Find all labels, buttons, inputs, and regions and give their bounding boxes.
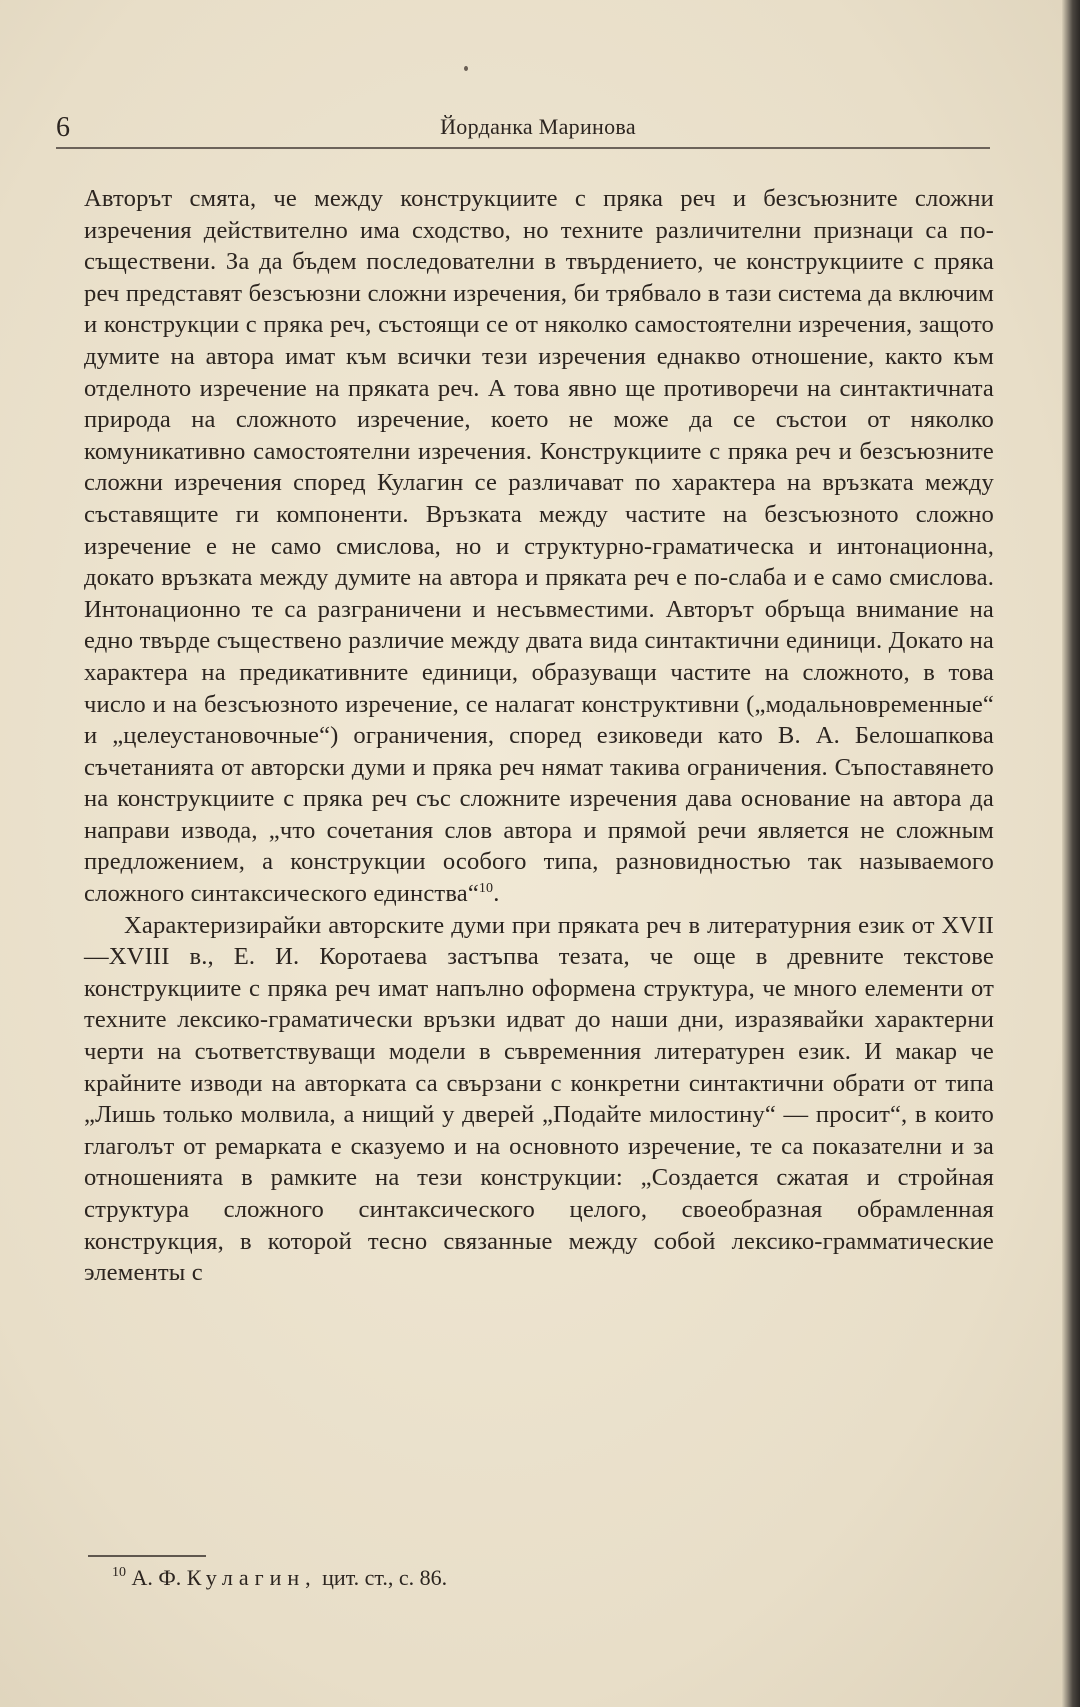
paragraph-2: Характеризирайки авторските думи при пряката реч в литературния език от XVII—XVIII в., Е. И. Коротаева застъпва тезата, че още в древните текстове конструкциите с пряка реч имат напълно оформена структура, че много елементи от техните лексико-граматически връзки идват до наши дни, изразявайки характерни черти на съответствуващи модели в съвременния литературен език. И макар че крайните изводи на авторката са свързани с конкретни синтактични обрати от типа „Лишь только молвила, а нищий у дверей „Подайте милостину“ — просит“, в които глаголът от ремарката е сказуемо и на основното изречение, те са показателни и за отношенията в рамките на тези конструкции: „Создается сжатая и стройная структура сложного синтаксического целого, своеобразная обрамленная конструкция, в которой тесно связанные между собой лексико-грамматические элементы с [84,911,994,1287]
footnote-rule [88,1555,206,1557]
paragraph-1-end: . [493,880,500,908]
footnote-reference: 10 [478,881,494,897]
footnote-number: 10 [112,1565,126,1580]
footnote-author-surname: Кулагин, [186,1565,317,1590]
header-rule [56,147,990,149]
page-edge-shadow [1062,0,1080,1707]
footnote-citation: цит. ст., с. 86. [322,1565,448,1590]
page-header [56,110,990,144]
running-title: Йорданка Маринова [440,114,636,139]
paragraph-1 [84,183,994,910]
footnote [112,1565,447,1591]
paragraph-1-text: Авторът смята, че между конструкциите с пряка реч и безсъюзните сложни изречения действително има сходство, но техните различителни признаци са по-съществени. За да бъдем последователни в твърдението, че конструкциите с пряка реч представят безсъюзни сложни изречения, би трябвало в тази система да включим и конструкции с пряка реч, състоящи се от няколко самостоятелни изречения, защото думите на автора имат към всички тези изречения еднакво отношение, както към отделното изречение на пряката реч. А това явно ще противоречи на синтактичната природа на сложното изречение, което не може да се състои от няколко комуникативно самостоятелни изречения. Конструкциите с пряка реч и безсъюзните сложни изречения според Кулагин се различават по характера на връзката между съставящите ги компоненти. Връзката между частите на безсъюзното сложно изречение е не само смислова, но и структурно-граматическа и интонационна, докато връзката между думите на автора и пряката реч е по-слаба и е само смислова. Интонационно те са разграничени и несъвместими. Авторът обръща внимание на едно твърде съществено различие между двата вида синтактични единици. Докато на характера на предикативните единици, образуващи частите на сложното, в това число и на безсъюзното изречение, се налагат конструктивни („модальновременные“ и „целеустановочные“) ограничения, според езиковеди като В. А. Белошапкова съчетанията от авторски думи и пряка реч нямат такива ограничения. Съпоставянето на конструкциите с пряка реч със сложните изречения дава основание на автора да направи извода, „что сочетания слов автора и прямой речи является не сложным предложением, а конструкции особого типа, разновидностью так называемого сложного синтаксического единства“ [84,185,994,908]
ink-speck [464,66,468,71]
body-text [84,183,994,1289]
footnote-author-initials: А. Ф. [131,1565,182,1590]
page-number: 6 [56,112,70,143]
